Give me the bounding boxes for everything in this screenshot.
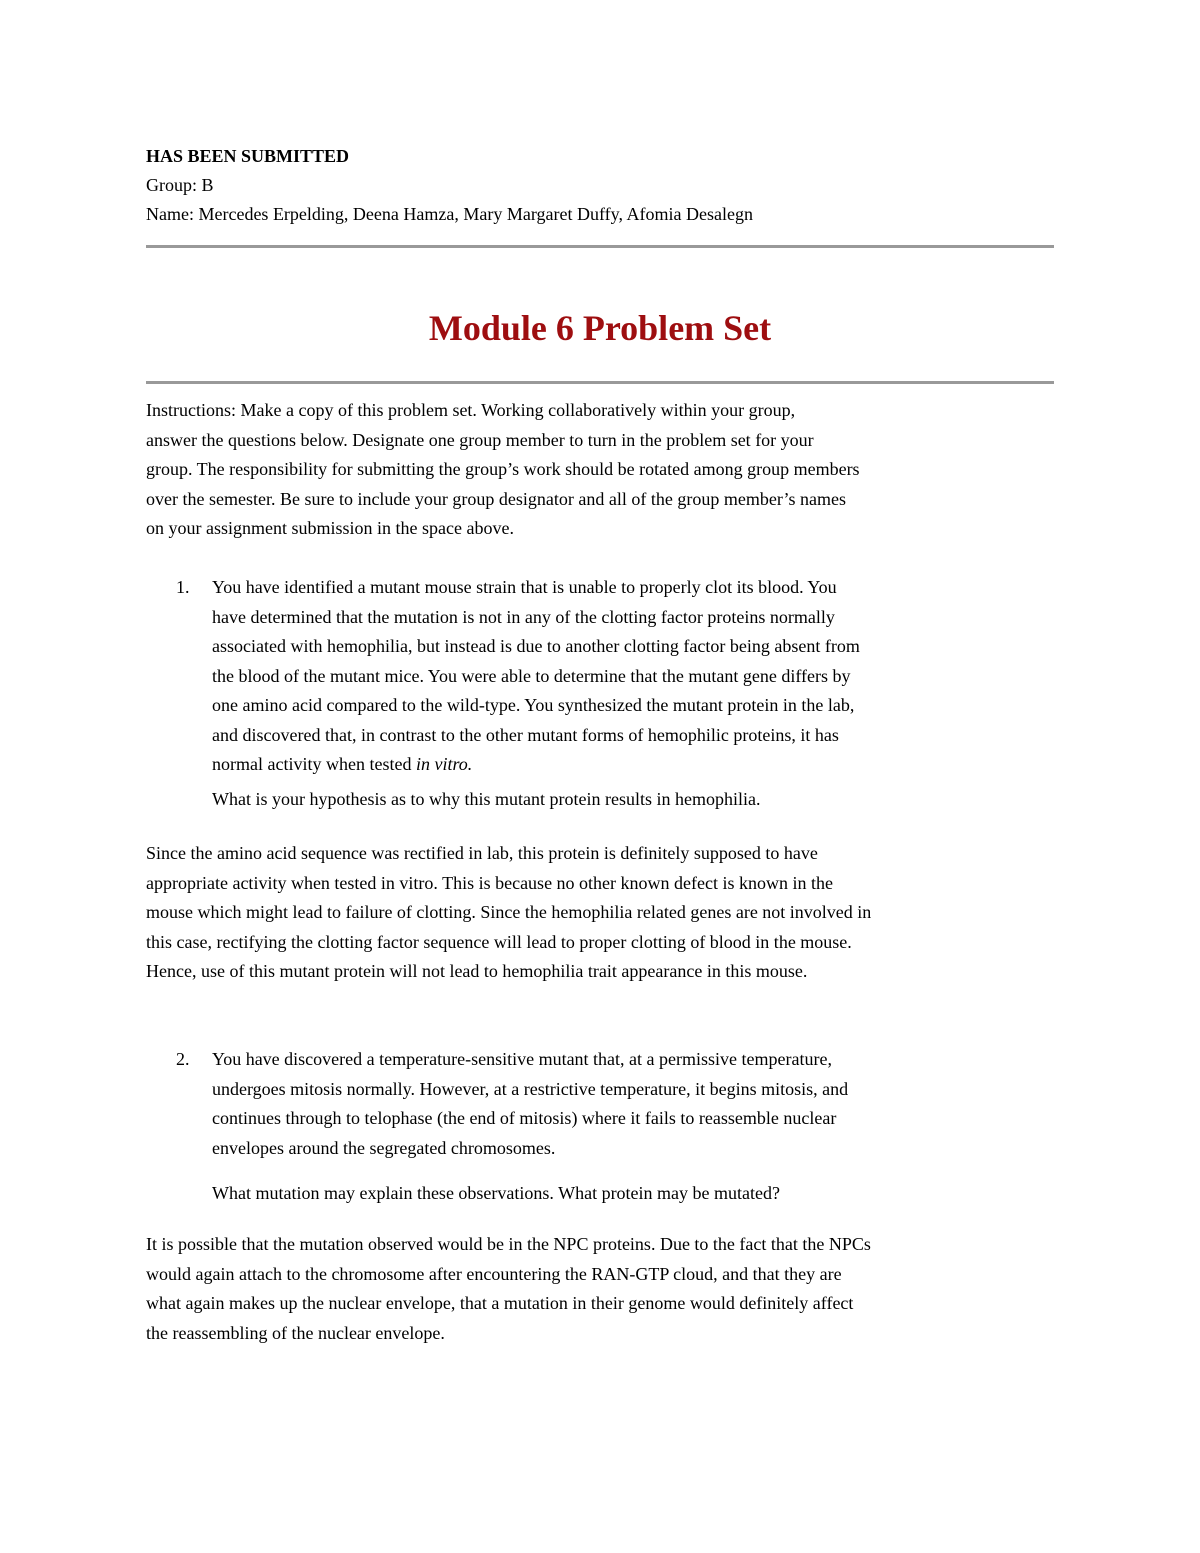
group-designator: Group: B <box>146 175 214 195</box>
instructions-paragraph: Instructions: Make a copy of this problem set. Working collaboratively within your group, answer the questions below. Designate one group member to turn in the problem set for your group. The responsibility for submitting the group’s work should be rotated among group members over the semester. Be sure to include your group designator and all of the group member’s names on your assignment submission in the space above. <box>146 400 860 538</box>
question-2-prompt: What mutation may explain these observations. What protein may be mutated? <box>212 1183 781 1203</box>
question-2-text: You have discovered a temperature-sensitive mutant that, at a permissive temperature, undergoes mitosis normally. However, at a restrictive temperature, it begins mitosis, and continues through to telophase (the end of mitosis) where it fails to reassemble nuclear envelopes around the segregated chromosomes. <box>212 1049 849 1158</box>
question-1-body: You have identified a mutant mouse strain that is unable to properly clot its blood. You have determined that the mutation is not in any of the clotting factor proteins normally associated with hemophilia, but instead is due to another clotting factor being absent from the blood of the mutant mice. You were able to determine that the mutant gene differs by one amino acid compared to the wild-type. You synthesized the mutant protein in the lab, and discovered that, in contrast to the other mutant forms of hemophilic proteins, it has normal activity when tested <box>212 577 860 774</box>
header-divider <box>146 245 1054 248</box>
question-1-prompt: What is your hypothesis as to why this mutant protein results in hemophilia. <box>212 789 761 809</box>
group-member-names: Name: Mercedes Erpelding, Deena Hamza, Mary Margaret Duffy, Afomia Desalegn <box>146 204 753 224</box>
question-1-italic-term: in vitro. <box>415 754 473 774</box>
question-1-number: 1. <box>176 577 190 597</box>
question-2-number: 2. <box>176 1049 190 1069</box>
title-divider <box>146 381 1054 384</box>
question-2-answer: It is possible that the mutation observed would be in the NPC proteins. Due to the fact that the NPCs would again attach to the chromosome after encountering the RAN-GTP cloud, and that they are what again makes up the nuclear envelope, that a mutation in their genome would definitely affect the reassembling of the nuclear envelope. <box>146 1234 871 1343</box>
question-1-answer: Since the amino acid sequence was rectified in lab, this protein is definitely supposed to have appropriate activity when tested in vitro. This is because no other known defect is known in the mouse which might lead to failure of clotting. Since the hemophilia related genes are not involved in this case, rectifying the clotting factor sequence will lead to proper clotting of blood in the mouse. Hence, use of this mutant protein will not lead to hemophilia trait appearance in this mouse. <box>146 843 872 981</box>
submission-status: HAS BEEN SUBMITTED <box>146 146 350 166</box>
question-1-text <box>212 573 1072 780</box>
page-title: Module 6 Problem Set <box>428 308 772 348</box>
